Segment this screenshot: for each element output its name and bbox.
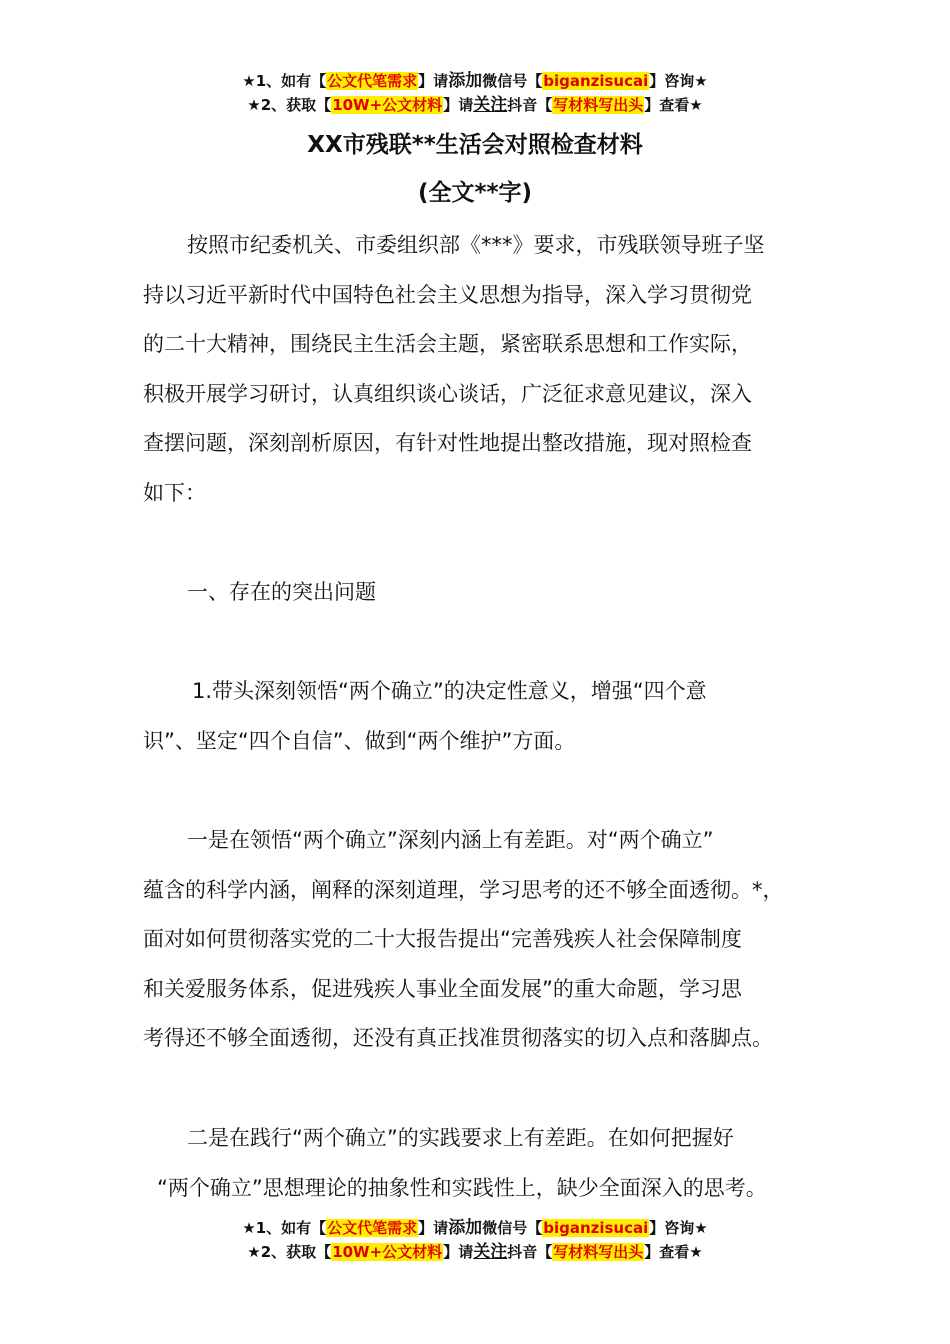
banner-emphasis: 关注 — [473, 1242, 508, 1262]
text-line: 蕴含的科学内涵，阐释的深刻道理，学习思考的还不够全面透彻。*， — [143, 877, 784, 902]
promo-banner-top — [0, 69, 950, 117]
text-line: 二是在践行“两个确立”的实践要求上有差距。在如何把握好 — [187, 1126, 734, 1150]
text-line: 一是在领悟“两个确立”深刻内涵上有差距。对“两个确立” — [187, 828, 714, 852]
section-heading — [143, 568, 823, 618]
banner-emphasis: 添加 — [448, 1218, 483, 1238]
banner-text: ★2、获取【 — [247, 96, 332, 114]
banner-highlight: 10W+公文材料 — [332, 1243, 443, 1261]
banner-text: 抖音【 — [507, 96, 553, 114]
banner-wechat-id: biganzisucai — [543, 1219, 649, 1237]
text-line: 1.带头深刻领悟“两个确立”的决定性意义，增强“四个意 — [192, 679, 707, 703]
banner-text: 】请 — [418, 72, 449, 90]
banner-emphasis: 关注 — [473, 95, 508, 115]
point-2-paragraph — [143, 1114, 823, 1213]
text-line: 持以习近平新时代中国特色社会主义思想为指导，深入学习贯彻党 — [143, 282, 752, 307]
banner-text: ★1、如有【 — [242, 1219, 327, 1237]
banner-line-1 — [0, 69, 950, 93]
banner-highlight: 10W+公文材料 — [332, 96, 443, 114]
banner-line-2 — [0, 93, 950, 117]
banner-text: 】咨询★ — [649, 1219, 708, 1237]
promo-banner-bottom — [0, 1216, 950, 1264]
text-line: 按照市纪委机关、市委组织部《***》要求，市残联领导班子坚 — [187, 233, 765, 257]
text-line: “两个确立”思想理论的抽象性和实践性上，缺少全面深入的思考。 — [157, 1175, 767, 1200]
document-subtitle: (全文**字) — [417, 180, 533, 206]
intro-paragraph — [143, 221, 823, 518]
text-line: 考得还不够全面透彻，还没有真正找准贯彻落实的切入点和落脚点。 — [143, 1026, 773, 1050]
banner-highlight: 写材料写出头 — [553, 1243, 644, 1261]
banner-line-2 — [0, 1240, 950, 1264]
banner-text: 】请 — [443, 96, 474, 114]
banner-highlight: 公文代笔需求 — [327, 1219, 418, 1237]
document-title: XX市残联**生活会对照检查材料 — [307, 132, 643, 158]
text-line: 和关爱服务体系，促进残疾人事业全面发展”的重大命题，学习思 — [143, 976, 742, 1001]
text-line: 如下： — [143, 480, 206, 505]
banner-emphasis: 添加 — [448, 71, 483, 91]
item-1-paragraph — [143, 667, 823, 766]
banner-text: 微信号【 — [482, 1219, 543, 1237]
banner-text: 】咨询★ — [649, 72, 708, 90]
banner-highlight: 写材料写出头 — [553, 96, 644, 114]
banner-highlight: 公文代笔需求 — [327, 72, 418, 90]
banner-line-1 — [0, 1216, 950, 1240]
banner-text: 】查看★ — [644, 1243, 703, 1261]
section-heading-text: 一、存在的突出问题 — [187, 580, 376, 604]
text-line: 识”、坚定“四个自信”、做到“两个维护”方面。 — [143, 728, 576, 753]
banner-text: 抖音【 — [507, 1243, 553, 1261]
banner-text: 】请 — [443, 1243, 474, 1261]
banner-wechat-id: biganzisucai — [543, 72, 649, 90]
text-line: 面对如何贯彻落实党的二十大报告提出“完善残疾人社会保障制度 — [143, 927, 742, 951]
text-line: 积极开展学习研讨，认真组织谈心谈话，广泛征求意见建议，深入 — [143, 381, 752, 406]
banner-text: 微信号【 — [482, 72, 543, 90]
point-1-paragraph — [143, 816, 823, 1064]
banner-text: 】查看★ — [644, 96, 703, 114]
banner-text: ★1、如有【 — [242, 72, 327, 90]
text-line: 的二十大精神，围绕民主生活会主题，紧密联系思想和工作实际， — [143, 332, 752, 356]
banner-text: ★2、获取【 — [247, 1243, 332, 1261]
text-line: 查摆问题，深刻剖析原因，有针对性地提出整改措施，现对照检查 — [143, 431, 752, 455]
banner-text: 】请 — [418, 1219, 449, 1237]
